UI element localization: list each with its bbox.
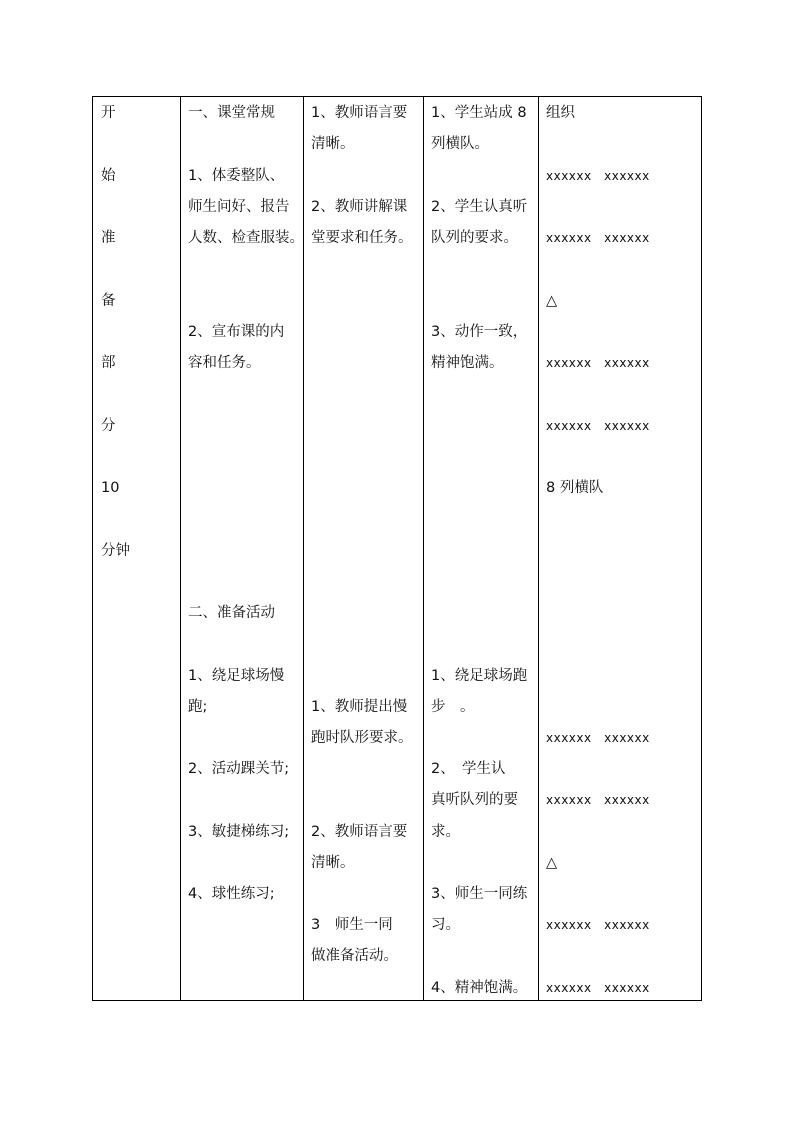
column-divider [180, 97, 181, 1000]
section-char: 备 [101, 293, 116, 309]
section-char: 分 [101, 418, 116, 434]
content-line: 3、敏捷梯练习; [188, 824, 290, 840]
content-column [188, 97, 304, 1000]
formation-row: xxxxxx xxxxxx [546, 169, 650, 183]
teacher-line: 1、教师提出慢 [311, 699, 408, 715]
content-line: 1、绕足球场慢 [188, 668, 285, 684]
content-line: 人数、检查服装。 [188, 230, 304, 246]
section-label-column [101, 97, 176, 1000]
teacher-line: 跑时队形要求。 [311, 730, 413, 746]
content-line: 2、活动踝关节; [188, 761, 290, 777]
teacher-activity-column [311, 97, 421, 1000]
section-char: 部 [101, 355, 116, 371]
teacher-line: 清晰。 [311, 855, 355, 871]
student-activity-column [431, 97, 536, 1000]
student-line: 精神饱满。 [431, 355, 504, 371]
content-line: 师生问好、报告 [188, 199, 290, 215]
student-line: 步 。 [431, 699, 475, 715]
teacher-position-triangle: △ [546, 855, 558, 871]
formation-label: 8 列横队 [546, 480, 604, 496]
formation-row: xxxxxx xxxxxx [546, 918, 650, 932]
section-title: 二、准备活动 [188, 605, 275, 621]
student-line: 2、学生认真听 [431, 199, 528, 215]
section-duration-unit: 分钟 [101, 543, 130, 559]
student-line: 3、师生一同练 [431, 886, 528, 902]
content-line: 容和任务。 [188, 355, 261, 371]
teacher-line: 3 师生一同 [311, 917, 393, 933]
teacher-line: 2、教师语言要 [311, 824, 408, 840]
section-duration: 10 [101, 480, 120, 496]
lesson-plan-table [92, 96, 702, 1001]
student-line: 真听队列的要 [431, 792, 518, 808]
student-line: 1、学生站成 8 [431, 105, 527, 121]
section-char: 准 [101, 230, 116, 246]
section-char: 始 [101, 168, 116, 184]
teacher-position-triangle: △ [546, 293, 558, 309]
teacher-line: 堂要求和任务。 [311, 230, 413, 246]
section-char: 开 [101, 105, 116, 121]
student-line: 4、精神饱满。 [431, 980, 528, 996]
formation-row: xxxxxx xxxxxx [546, 793, 650, 807]
organization-header: 组织 [546, 105, 575, 121]
formation-row: xxxxxx xxxxxx [546, 356, 650, 370]
teacher-line: 2、教师讲解课 [311, 199, 408, 215]
formation-row: xxxxxx xxxxxx [546, 419, 650, 433]
student-line: 1、绕足球场跑 [431, 668, 528, 684]
content-line: 2、宣布课的内 [188, 324, 285, 340]
teacher-line: 1、教师语言要 [311, 105, 408, 121]
section-title: 一、课堂常规 [188, 105, 275, 121]
teacher-line: 清晰。 [311, 136, 355, 152]
formation-row: xxxxxx xxxxxx [546, 981, 650, 995]
formation-row: xxxxxx xxxxxx [546, 231, 650, 245]
column-divider [423, 97, 424, 1000]
column-divider [538, 97, 539, 1000]
teacher-line: 做准备活动。 [311, 948, 398, 964]
formation-row: xxxxxx xxxxxx [546, 731, 650, 745]
content-line: 跑; [188, 699, 208, 715]
organization-column [546, 97, 701, 1000]
student-line: 队列的要求。 [431, 230, 518, 246]
student-line: 习。 [431, 917, 460, 933]
content-line: 4、球性练习; [188, 886, 275, 902]
content-line: 1、体委整队、 [188, 168, 285, 184]
student-line: 求。 [431, 824, 460, 840]
student-line: 2、 学生认 [431, 761, 506, 777]
student-line: 列横队。 [431, 136, 489, 152]
student-line: 3、动作一致， [431, 324, 528, 340]
